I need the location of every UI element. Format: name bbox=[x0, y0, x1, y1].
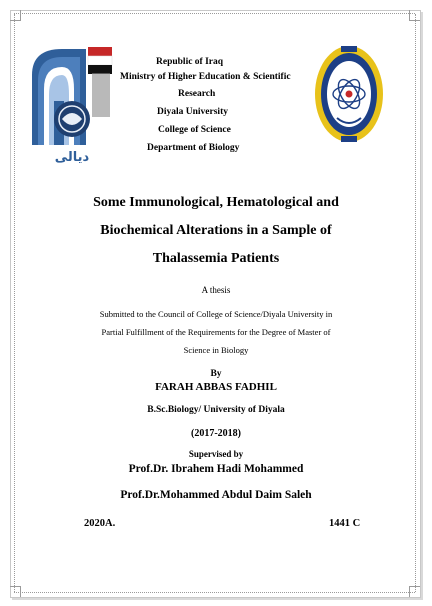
submission-line-3: Science in Biology bbox=[183, 345, 249, 355]
header-ministry-cont: Research bbox=[178, 89, 216, 99]
diyala-university-logo-icon bbox=[28, 45, 116, 167]
header-department: Department of Biology bbox=[147, 143, 240, 153]
border-dotted-bottom bbox=[14, 592, 415, 594]
author-name: FARAH ABBAS FADHIL bbox=[155, 381, 277, 393]
logo-wordmark: ديالى bbox=[54, 150, 90, 165]
border-dotted-top bbox=[14, 13, 415, 15]
corner-mark-bottom-left bbox=[10, 586, 21, 597]
header-college: College of Science bbox=[158, 125, 231, 135]
university-seal-icon bbox=[313, 42, 385, 146]
thesis-title-line-1: Some Immunological, Hematological and bbox=[93, 195, 339, 210]
header-university: Diyala University bbox=[157, 107, 228, 117]
submission-line-2: Partial Fulfillment of the Requirements for the Degree of Master of bbox=[101, 327, 331, 337]
border-dotted-left bbox=[14, 14, 16, 592]
author-degree: B.Sc.Biology/ University of Diyala bbox=[147, 405, 285, 415]
border-dotted-right bbox=[415, 14, 417, 592]
supervisor-2: Prof.Dr.Mohammed Abdul Daim Saleh bbox=[120, 489, 312, 501]
corner-mark-bottom-right bbox=[409, 586, 420, 597]
submission-line-1: Submitted to the Council of College of Science/Diyala University in bbox=[99, 309, 333, 319]
by-label: By bbox=[210, 369, 222, 379]
date-gregorian: 2020A. bbox=[84, 518, 116, 529]
date-hijri: 1441 C bbox=[329, 518, 361, 529]
header-country: Republic of Iraq bbox=[156, 57, 224, 67]
thesis-title-line-2: Biochemical Alterations in a Sample of bbox=[100, 223, 332, 238]
supervised-by-label: Supervised by bbox=[188, 449, 244, 459]
corner-mark-top-left bbox=[10, 10, 21, 21]
corner-mark-top-right bbox=[409, 10, 420, 21]
thesis-title-line-3: Thalassemia Patients bbox=[152, 251, 280, 266]
thesis-label: A thesis bbox=[201, 285, 231, 295]
academic-years: (2017-2018) bbox=[191, 428, 241, 439]
header-ministry: Ministry of Higher Education & Scientific bbox=[120, 72, 291, 82]
supervisor-1: Prof.Dr. Ibrahem Hadi Mohammed bbox=[128, 463, 304, 475]
